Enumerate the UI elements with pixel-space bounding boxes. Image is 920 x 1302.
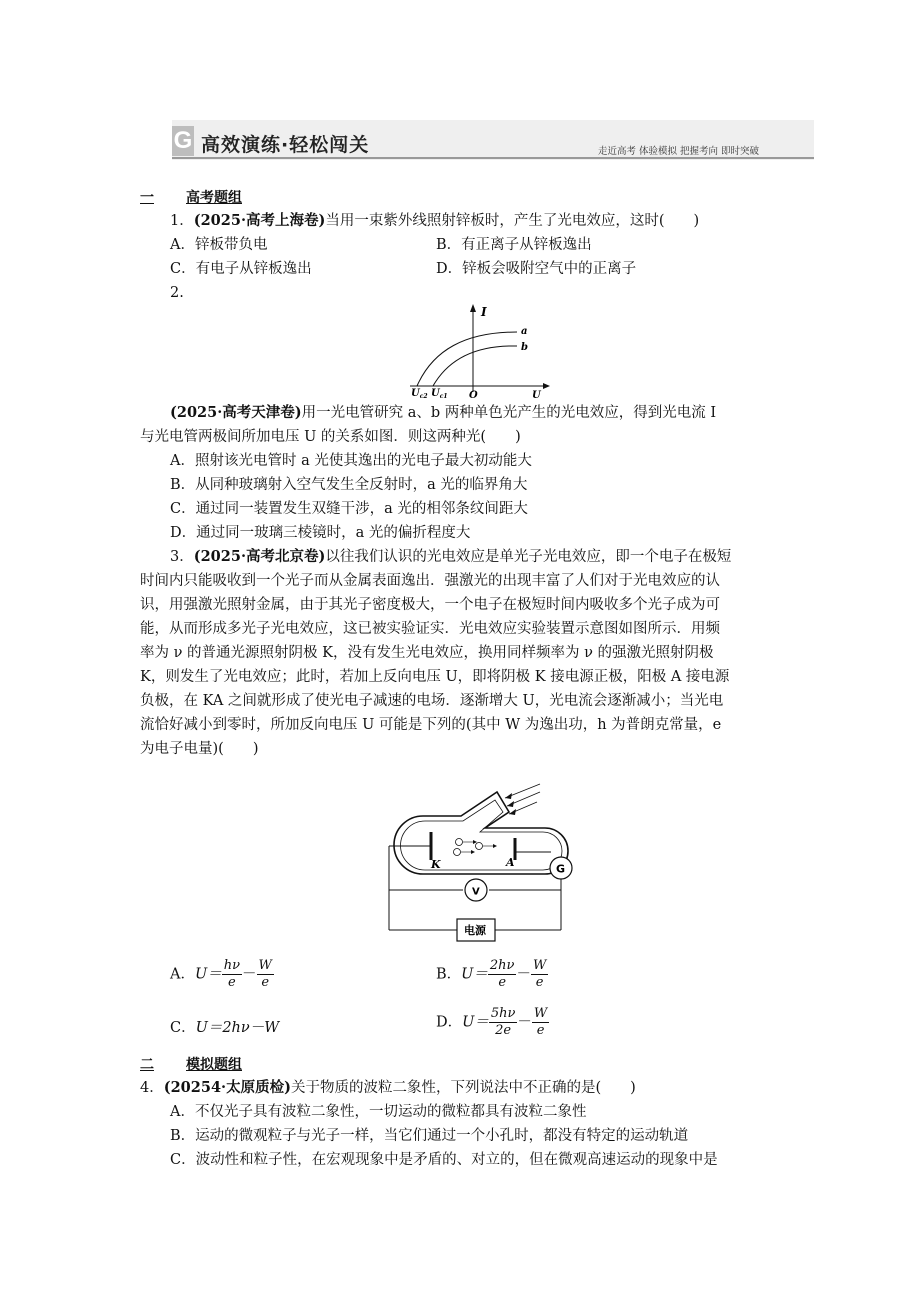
section-gaokao (140, 188, 242, 208)
uc2-label: $U_{c2}$ (411, 388, 428, 400)
question-text: 用一光电管研究 a、b 两种单色光产生的光电效应，得到光电流 I (301, 405, 717, 421)
electron (454, 849, 461, 856)
q3-option-b: B．U＝ $\frac{2h\nu}{e}$ － $\frac{W}{e}$ (436, 958, 547, 990)
q2-option-b: B．从同种玻璃射入空气发生全反射时，a 光的临界角大 (170, 477, 528, 493)
q3-option-a: A．U＝ $\frac{h\nu}{e}$ － $\frac{W}{e}$ (170, 958, 272, 990)
question-2-number: 2. (170, 285, 184, 301)
cathode-label: K (431, 858, 441, 871)
section-title: 高考题组 (186, 190, 242, 206)
question-3-line-4: 能，从而形成多光子光电效应，这已被实验证实．光电效应实验装置示意图如图所示．用频 (140, 621, 720, 637)
curve-b-label: b (521, 342, 528, 353)
section-title: 模拟题组 (186, 1057, 242, 1073)
anode-label: A (506, 856, 515, 869)
x-axis-arrow (543, 383, 550, 389)
voltmeter-label: V (472, 886, 480, 898)
question-3-line-2: 时间内只能吸收到一个光子而从金属表面逸出．强激光的出现丰富了人们对于光电效应的认 (140, 573, 720, 589)
q3-option-c: C．U＝2hν－W (170, 1020, 280, 1036)
header-rule (172, 157, 814, 159)
question-4-stem (140, 1078, 636, 1098)
question-3-line-7: 负极，在 KA 之间就形成了使光电子减速的电场．逐渐增大 U，光电流会逐渐减小；当光电 (140, 693, 724, 709)
photoelectric-circuit-diagram (385, 776, 585, 946)
electron (456, 839, 463, 846)
uc1-label: $U_{c1}$ (431, 388, 448, 400)
iu-graph (405, 300, 555, 400)
question-text: 当用一束紫外线照射锌板时，产生了光电效应，这时( ) (325, 213, 700, 229)
q2-option-c: C．通过同一装置发生双缝干涉，a 光的相邻条纹间距大 (170, 501, 528, 517)
section-number: 一 (140, 190, 154, 206)
q2-option-a: A．照射该光电管时 a 光使其逸出的光电子最大初动能大 (170, 453, 532, 469)
q4-option-c: C．波动性和粒子性，在宏观现象中是矛盾的、对立的，但在微观高速运动的现象中是 (170, 1152, 718, 1168)
y-axis-arrow (470, 304, 476, 312)
q1-option-d: D．锌板会吸附空气中的正离子 (436, 261, 637, 277)
q3-option-d: D．U＝ $\frac{5h\nu}{2e}$ － $\frac{W}{e}$ (436, 1006, 548, 1038)
x-axis-label: U (532, 390, 541, 400)
question-source: (2025·高考上海卷) (193, 212, 326, 229)
header-logo: G (173, 127, 193, 154)
q4-option-b: B．运动的微观粒子与光子一样，当它们通过一个小孔时，都没有特定的运动轨道 (170, 1128, 689, 1144)
question-3-line-8: 流恰好减小到零时，所加反向电压 U 可能是下列的(其中 W 为逸出功，h 为普朗克常量，e (140, 717, 722, 733)
q2-option-d: D．通过同一玻璃三棱镜时，a 光的偏折程度大 (170, 525, 471, 541)
header-title: 高效演练·轻松闯关 (201, 134, 370, 156)
question-text: 关于物质的波粒二象性，下列说法中不正确的是( ) (290, 1080, 636, 1096)
section-moni (140, 1055, 242, 1075)
question-source: (20254·太原质检) (163, 1079, 291, 1096)
question-3-line-6: K，则发生了光电效应；此时，若加上反向电压 U，即将阴极 K 接电源正极，阳极 A 接电源 (140, 669, 730, 685)
question-1-stem (170, 211, 699, 231)
question-2-stem-2: 与光电管两极间所加电压 U 的关系如图．则这两种光( ) (140, 429, 521, 445)
question-source: (2025·高考北京卷) (193, 548, 326, 565)
q1-option-a: A．锌板带负电 (170, 237, 268, 253)
question-3-line-5: 率为 ν 的普通光源照射阴极 K，没有发生光电效应，换用同样频率为 ν 的强激光照射阴极 (140, 645, 714, 661)
curve-a-label: a (521, 326, 528, 337)
y-axis-label: I (481, 305, 487, 319)
power-supply-label: 电源 (464, 924, 486, 937)
curve-a (417, 332, 517, 386)
question-number: 4． (140, 1080, 164, 1096)
electron (476, 843, 483, 850)
curve-b (433, 346, 517, 386)
question-3-line-1 (170, 547, 731, 567)
question-3-line-9: 为电子电量)( ) (140, 741, 259, 757)
header-subtitle: 走近高考 体验模拟 把握考向 即时突破 (598, 146, 760, 157)
question-source: (2025·高考天津卷) (170, 404, 302, 421)
question-number: 3． (170, 549, 194, 565)
q4-option-a: A．不仅光子具有波粒二象性，一切运动的微粒都具有波粒二象性 (170, 1104, 587, 1120)
section-number: 二 (140, 1057, 154, 1073)
q1-option-c: C．有电子从锌板逸出 (170, 261, 312, 277)
vacuum-tube-outer (394, 792, 568, 874)
q1-option-b: B．有正离子从锌板逸出 (436, 237, 592, 253)
galvanometer-label: G (556, 862, 566, 876)
question-3-line-3: 识，用强激光照射金属，由于其光子密度极大，一个电子在极短时间内吸收多个光子成为可 (140, 597, 720, 613)
question-2-stem-1 (170, 403, 716, 423)
question-number: 1． (170, 213, 194, 229)
origin-label: O (469, 390, 478, 400)
question-text: 以往我们认识的光电效应是单光子光电效应，即一个电子在极短 (325, 549, 732, 565)
vacuum-tube-inner (401, 800, 562, 870)
